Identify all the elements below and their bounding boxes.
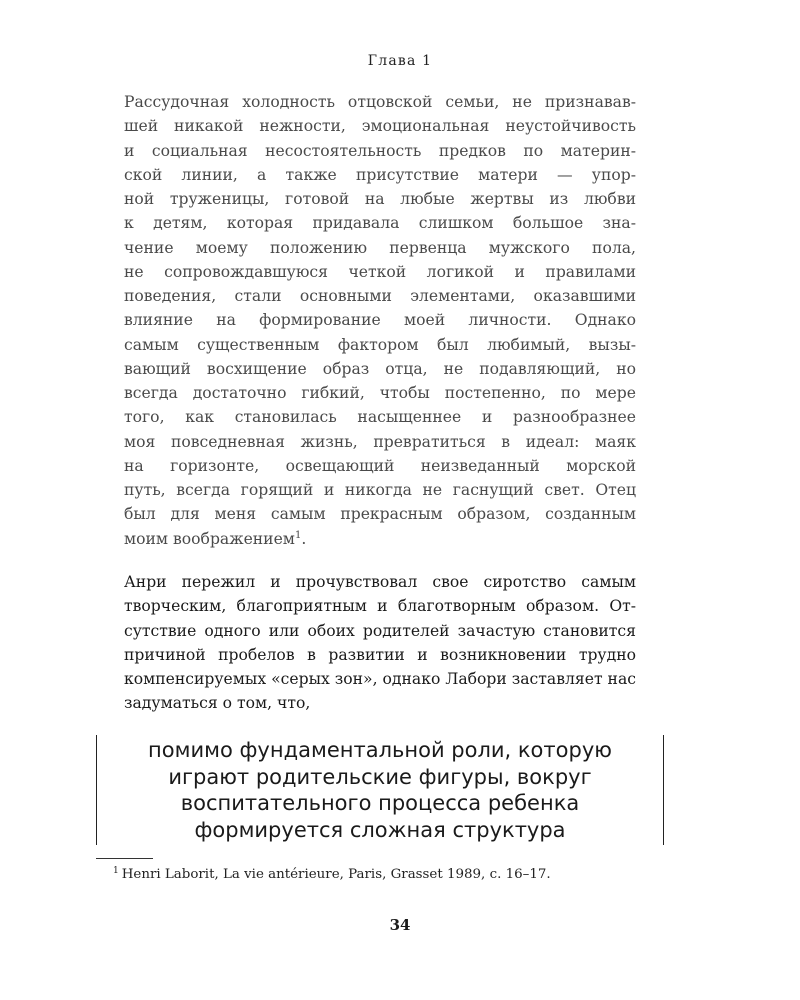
running-head: Глава 1 [367, 53, 433, 69]
footnote [113, 867, 551, 882]
footnote-rule [96, 858, 153, 859]
pull-quote-line: играют родительские фигуры, вокруг [168, 764, 592, 789]
quote-line: того, как становилась насыщеннее и разнообразнее [124, 408, 636, 427]
footnote-mark: 1 [113, 865, 119, 876]
body-line: причиной пробелов в развитии и возникновении трудно [124, 645, 636, 664]
quote-line: на горизонте, освещающий неизведанный морской [124, 456, 636, 475]
quote-line: ской линии, а также присутствие матери — упор- [124, 165, 636, 184]
quote-line: не сопровождавшуюся четкой логикой и правилами [124, 262, 636, 281]
pull-quote-line: помимо фундаментальной роли, которую [148, 738, 612, 762]
quote-line: Рассудочная холодность отцовской семьи, не признавав- [124, 93, 636, 111]
pull-quote [96, 735, 664, 845]
footnote-text: Henri Laborit, La vie antérieure, Paris, Grasset 1989, с. 16–17. [121, 867, 551, 882]
quote-line: шей никакой нежности, эмоциональная неустойчивость [124, 117, 636, 136]
pull-quote-line: формируется сложная структура [194, 817, 566, 842]
page-number: 34 [389, 916, 411, 934]
body-line: творческим, благоприятным и благотворным образом. От- [124, 597, 636, 616]
body-line: задуматься о том, что, [124, 694, 311, 713]
quote-line: вающий восхищение образ отца, не подавляющий, но [124, 359, 636, 378]
pull-quote-line: воспитательного процесса ребенка [180, 791, 580, 815]
quote-line: чение моему положению первенца мужского пола, [124, 238, 636, 257]
quote-line: путь, всегда горящий и никогда не гаснущий свет. Отец [124, 481, 636, 499]
quote-line: к детям, которая придавала слишком большое зна- [124, 214, 636, 233]
quote-line-text: моим воображением [124, 529, 295, 548]
quote-line: и социальная несостоятельность предков по материн- [124, 141, 636, 160]
quote-line: моя повседневная жизнь, превратиться в идеал: маяк [124, 432, 636, 451]
quote-line: поведения, стали основными элементами, оказавшими [124, 287, 636, 305]
block-quote [124, 90, 636, 551]
body-paragraph [124, 570, 636, 716]
quote-line: влияние на формирование моей личности. Однако [124, 311, 636, 330]
quote-last-line [124, 527, 636, 551]
body-line: сутствие одного или обоих родителей зачастую становится [124, 621, 636, 640]
body-line: компенсируемых «серых зон», однако Лабори заставляет нас [124, 670, 636, 688]
quote-line: ной труженицы, готовой на любые жертвы из любви [124, 190, 636, 208]
quote-line: был для меня самым прекрасным образом, созданным [124, 505, 636, 524]
quote-line: всегда достаточно гибкий, чтобы постепенно, по мере [124, 384, 636, 402]
footnote-reference[interactable]: 1 [294, 529, 302, 541]
body-line: Анри пережил и прочувствовал свое сиротство самым [124, 573, 636, 591]
quote-line: самым существенным фактором был любимый, вызы- [124, 335, 636, 354]
quote-end-punct: . [301, 529, 307, 548]
